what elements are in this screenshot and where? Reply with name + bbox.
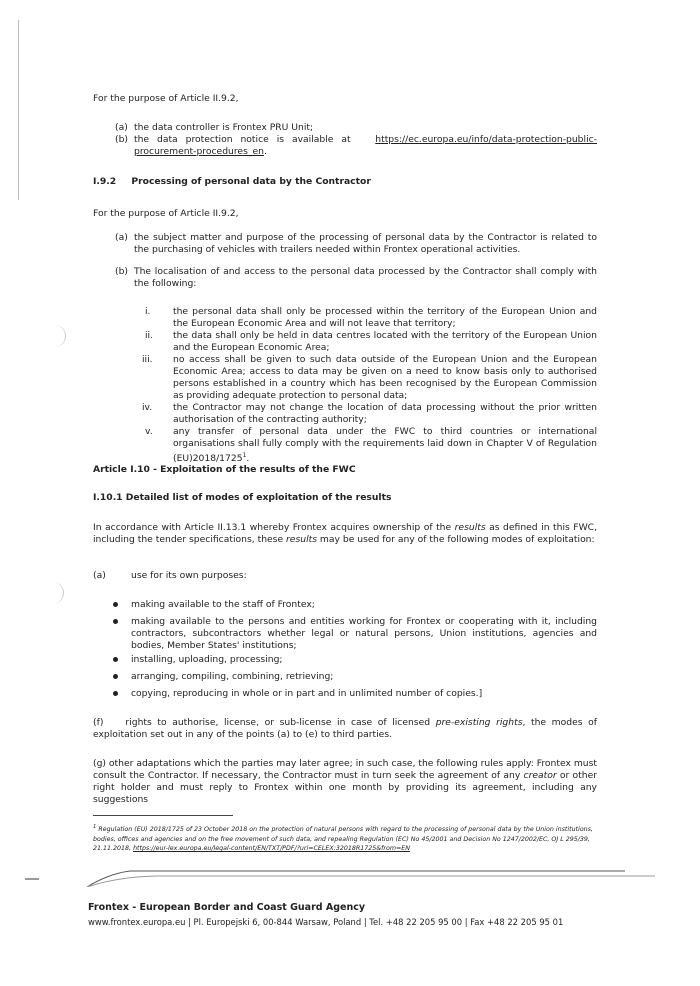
footnote-number: 1 <box>93 824 97 830</box>
roman-item <box>173 426 597 465</box>
italic-term: results <box>286 534 318 545</box>
scan-edge-line <box>18 20 19 200</box>
italic-term: results <box>454 522 486 533</box>
list-text: the data protection notice is available at <box>134 134 351 145</box>
roman-label: iii. <box>142 354 153 365</box>
eur-lex-link[interactable]: https://eur-lex.europa.eu/legal-content/EN/TXT/PDF/?uri=CELEX:32018R1725&from=EN <box>133 845 410 853</box>
scan-hole-mark <box>55 325 66 347</box>
rights-paragraph <box>93 717 597 741</box>
bullet-item: copying, reproducing in whole or in part and in unlimited number of copies.] <box>131 688 483 699</box>
scan-hole-mark <box>53 582 64 604</box>
article-heading: Article I.10 - Exploitation of the results of the FWC <box>93 464 356 475</box>
list-label: (b) <box>115 266 129 277</box>
para-text: rights to authorise, license, or sub-license in case of licensed <box>125 717 436 728</box>
bullet-item: making available to the staff of Frontex; <box>131 599 315 610</box>
list-item: the data controller is Frontex PRU Unit; <box>134 122 314 133</box>
bullet-icon <box>113 619 118 624</box>
list-label: (a) <box>115 232 128 243</box>
adaptations-paragraph <box>93 758 597 806</box>
footer-swoosh <box>25 865 655 887</box>
footnote-ref[interactable]: 1 <box>242 452 247 459</box>
para-text: may be used for any of the following modes of exploitation: <box>317 534 595 545</box>
bullet-icon <box>113 691 118 696</box>
roman-label: ii. <box>145 330 154 341</box>
italic-term: creator <box>523 770 557 781</box>
list-label: (f) <box>93 717 104 728</box>
footnote <box>93 823 597 854</box>
footnote-text: Regulation (EU) 2018/1725 of 23 October 2018 on the protection of natural persons with regard to the processing of personal data by the Union institutions, bodies, offices and agencies and on the free movement of such data, and repealing Regulation (EC) No 45/2001 and Decision No 1247/2002/EC, OJ L 295/39, 21.11.2018, <box>93 826 593 853</box>
roman-label: i. <box>145 306 151 317</box>
roman-item: no access shall be given to such data outside of the European Union and the European Economic Area; access to data may be given on a need to know basis only to authorised persons established in a country which has been recognised by the European Commission as providing adequate protection to personal data; <box>173 354 597 401</box>
list-label: (a) <box>93 570 106 581</box>
list-item: the subject matter and purpose of the processing of personal data by the Contractor is related to the purchasing of vehicles with trailers needed within Frontex operational activities. <box>134 232 597 255</box>
punctuation: . <box>263 146 267 157</box>
section-number: I.9.2 <box>93 176 117 187</box>
roman-label: iv. <box>142 402 153 413</box>
intro-text: For the purpose of Article II.9.2, <box>93 208 239 219</box>
para-text: In accordance with Article II.13.1 whereby Frontex acquires ownership of the <box>93 522 455 533</box>
list-item: use for its own purposes: <box>131 570 247 581</box>
bullet-item: installing, uploading, processing; <box>131 654 283 665</box>
bullet-item: making available to the persons and entities working for Frontex or cooperating with it, including contractors, subcontractors whether legal or natural persons, Union institutions, agencies and bodies, Member States' institutions; <box>131 616 597 651</box>
para-text: or other right holder and must reply to Frontex within one month by providing its agreement, including any suggestions <box>93 770 598 805</box>
bullet-icon <box>113 657 118 662</box>
section-title: Processing of personal data by the Contractor <box>131 176 371 187</box>
bullet-icon <box>113 602 118 607</box>
footnote-separator <box>93 815 233 816</box>
results-paragraph <box>93 522 597 546</box>
italic-term: pre-existing rights <box>435 717 523 728</box>
footer-agency: Frontex - European Border and Coast Guard Agency <box>88 902 366 913</box>
roman-item: the Contractor may not change the location of data processing without the prior written authorisation of the contracting authority; <box>173 402 597 425</box>
intro-text: For the purpose of Article II.9.2, <box>93 93 239 104</box>
footer-contact: www.frontex.europa.eu | Pl. Europejski 6, 00-844 Warsaw, Poland | Tel. +48 22 205 95 00 | Fax +48 22 205 95 01 <box>88 917 564 927</box>
punctuation: . <box>246 453 250 465</box>
para-text: (g) other adaptations which the parties may later agree; in such case, the following rules apply: Frontex must consult the Contractor. If necessary, the Contractor must in turn seek the agreement of any <box>93 758 597 781</box>
para-text: , the modes of exploitation set out in any of the points (a) to (e) to third parties. <box>93 717 597 740</box>
roman-text: any transfer of personal data under the FWC to third countries or international organisations shall fully comply with the requirements laid down in Chapter V of Regulation (EU)2018/1725 <box>173 426 597 465</box>
list-label: (a) <box>115 122 128 133</box>
list-item: The localisation of and access to the personal data processed by the Contractor shall comply with the following: <box>134 266 597 289</box>
section-heading <box>93 176 371 188</box>
section-heading: I.10.1 Detailed list of modes of exploitation of the results <box>93 492 392 503</box>
data-protection-link-cont[interactable]: procurement-procedures_en <box>134 146 264 157</box>
bullet-icon <box>113 674 118 679</box>
bullet-item: arranging, compiling, combining, retrieving; <box>131 671 334 682</box>
roman-item: the data shall only be held in data centres located with the territory of the European Union and the European Economic Area; <box>173 330 597 353</box>
roman-item: the personal data shall only be processed within the territory of the European Union and the European Economic Area and will not leave that territory; <box>173 306 597 329</box>
list-item <box>134 134 597 158</box>
para-text: as defined in this FWC, including the tender specifications, these <box>93 522 597 545</box>
list-label: (b) <box>115 134 129 145</box>
roman-label: v. <box>145 426 153 437</box>
data-protection-link[interactable]: https://ec.europa.eu/info/data-protection-public- <box>375 134 597 145</box>
